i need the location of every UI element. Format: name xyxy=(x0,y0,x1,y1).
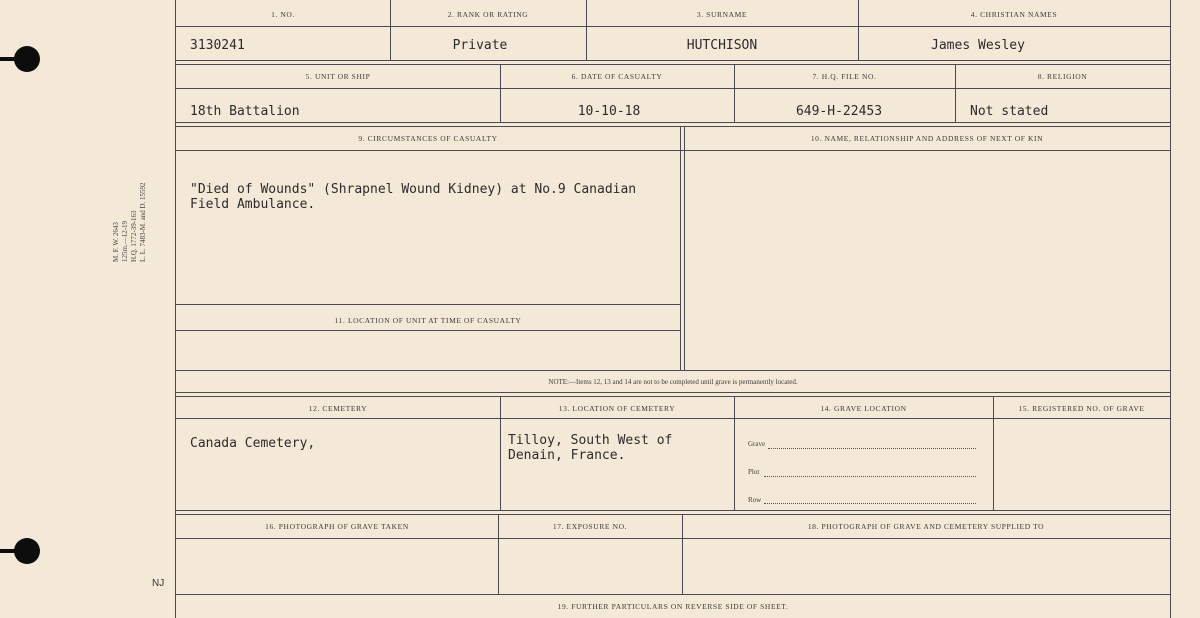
circumstances-line-1: "Died of Wounds" (Shrapnel Wound Kidney) at No.9 Canadian xyxy=(190,182,637,197)
date-value: 10-10-18 xyxy=(577,104,641,119)
header-grave-location: 14. GRAVE LOCATION xyxy=(820,404,907,413)
header-location-of-unit: 11. LOCATION OF UNIT AT TIME OF CASUALTY xyxy=(334,316,522,325)
header-exposure-no: 17. EXPOSURE NO. xyxy=(552,522,628,531)
punch-hole-bottom xyxy=(14,538,40,564)
circumstances-line-2: Field Ambulance. xyxy=(190,197,316,212)
header-registered-no: 15. REGISTERED NO. OF GRAVE xyxy=(1018,404,1145,413)
cemetery-location-line-1: Tilloy, South West of xyxy=(508,433,673,448)
header-file-no: 7. H.Q. FILE NO. xyxy=(812,72,877,81)
header-photograph-supplied: 18. PHOTOGRAPH OF GRAVE AND CEMETERY SUPPLIED TO xyxy=(807,522,1045,531)
header-christian-names: 4. CHRISTIAN NAMES xyxy=(970,10,1058,19)
cemetery-value: Canada Cemetery, xyxy=(190,436,316,451)
header-circumstances: 9. CIRCUMSTANCES OF CASUALTY xyxy=(358,134,498,143)
header-next-of-kin: 10. NAME, RELATIONSHIP AND ADDRESS OF NEXT OF KIN xyxy=(810,134,1044,143)
header-surname: 3. SURNAME xyxy=(696,10,748,19)
header-religion: 8. RELIGION xyxy=(1037,72,1088,81)
unit-value: 18th Battalion xyxy=(190,104,300,119)
surname-value: HUTCHISON xyxy=(686,38,758,53)
file-no-value: 649-H-22453 xyxy=(795,104,883,119)
plot-label: Plot xyxy=(748,468,760,476)
rank-value: Private xyxy=(452,38,508,53)
header-rank: 2. RANK OR RATING xyxy=(447,10,529,19)
punch-hole-top xyxy=(14,46,40,72)
header-location-of-cemetery: 13. LOCATION OF CEMETERY xyxy=(558,404,676,413)
header-photograph-taken: 16. PHOTOGRAPH OF GRAVE TAKEN xyxy=(265,522,409,531)
header-further-particulars: 19. FURTHER PARTICULARS ON REVERSE SIDE OF SHEET. xyxy=(557,602,789,611)
cemetery-location-line-2: Denain, France. xyxy=(508,448,626,463)
header-date: 6. DATE OF CASUALTY xyxy=(571,72,663,81)
row-label: Row xyxy=(748,496,762,504)
printer-mark: M. F. W. 2643 125m.—12-19 H.Q. 1772-39-163 L. L. 7483-M. and D. 15592 xyxy=(112,182,147,262)
christian-names-value: James Wesley xyxy=(931,38,1025,53)
stamp-initials: NJ xyxy=(152,578,165,589)
header-unit: 5. UNIT OR SHIP xyxy=(305,72,371,81)
service-number: 3130241 xyxy=(190,38,245,53)
note-text: NOTE:—Items 12, 13 and 14 are not to be completed until grave is permanently located. xyxy=(548,378,798,386)
religion-value: Not stated xyxy=(970,104,1049,119)
header-number: 1. NO. xyxy=(271,10,295,19)
header-cemetery: 12. CEMETERY xyxy=(308,404,368,413)
grave-label: Grave xyxy=(748,440,766,448)
